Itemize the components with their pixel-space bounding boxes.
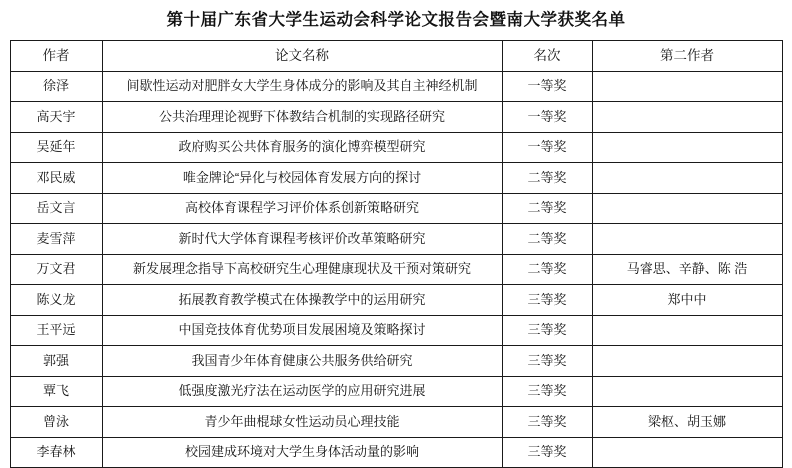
cell-paper-title: 高校体育课程学习评价体系创新策略研究 xyxy=(102,193,502,224)
cell-author: 覃飞 xyxy=(10,376,102,407)
column-header-paper: 论文名称 xyxy=(102,40,502,71)
cell-second-author xyxy=(592,193,782,224)
table-body xyxy=(10,71,782,468)
table-header-row xyxy=(10,40,782,71)
cell-rank: 二等奖 xyxy=(502,163,592,194)
cell-paper-title: 校园建成环境对大学生身体活动量的影响 xyxy=(102,437,502,468)
cell-rank: 一等奖 xyxy=(502,102,592,133)
cell-paper-title: 公共治理理论视野下体教结合机制的实现路径研究 xyxy=(102,102,502,133)
cell-author: 岳文言 xyxy=(10,193,102,224)
cell-second-author xyxy=(592,376,782,407)
cell-second-author: 郑中中 xyxy=(592,285,782,316)
cell-paper-title: 低强度激光疗法在运动医学的应用研究进展 xyxy=(102,376,502,407)
cell-second-author xyxy=(592,102,782,133)
cell-author: 徐泽 xyxy=(10,71,102,102)
cell-author: 李春林 xyxy=(10,437,102,468)
cell-author: 陈义龙 xyxy=(10,285,102,316)
cell-second-author xyxy=(592,163,782,194)
cell-paper-title: 新发展理念指导下高校研究生心理健康现状及干预对策研究 xyxy=(102,254,502,285)
cell-rank: 三等奖 xyxy=(502,285,592,316)
cell-author: 高天宇 xyxy=(10,102,102,133)
cell-second-author xyxy=(592,71,782,102)
table-row xyxy=(10,71,782,102)
cell-rank: 二等奖 xyxy=(502,254,592,285)
table-row xyxy=(10,407,782,438)
cell-second-author: 梁枢、胡玉娜 xyxy=(592,407,782,438)
cell-second-author: 马睿思、辛静、陈 浩 xyxy=(592,254,782,285)
table-row xyxy=(10,224,782,255)
cell-rank: 三等奖 xyxy=(502,407,592,438)
table-row xyxy=(10,437,782,468)
table-row xyxy=(10,132,782,163)
table-row xyxy=(10,163,782,194)
cell-paper-title: 政府购买公共体育服务的演化博弈模型研究 xyxy=(102,132,502,163)
cell-paper-title: 中国竞技体育优势项目发展困境及策略探讨 xyxy=(102,315,502,346)
table-row xyxy=(10,102,782,133)
cell-rank: 三等奖 xyxy=(502,376,592,407)
cell-rank: 二等奖 xyxy=(502,193,592,224)
cell-paper-title: 我国青少年体育健康公共服务供给研究 xyxy=(102,346,502,377)
cell-second-author xyxy=(592,346,782,377)
award-list-table xyxy=(10,40,783,468)
table-row xyxy=(10,285,782,316)
cell-author: 曾泳 xyxy=(10,407,102,438)
cell-second-author xyxy=(592,224,782,255)
table-row xyxy=(10,193,782,224)
cell-author: 麦雪萍 xyxy=(10,224,102,255)
cell-paper-title: 唯金牌论“异化与校园体育发展方向的探讨 xyxy=(102,163,502,194)
column-header-rank: 名次 xyxy=(502,40,592,71)
cell-rank: 二等奖 xyxy=(502,224,592,255)
column-header-second-author: 第二作者 xyxy=(592,40,782,71)
table-row xyxy=(10,346,782,377)
table-row xyxy=(10,254,782,285)
cell-rank: 三等奖 xyxy=(502,437,592,468)
cell-author: 万文君 xyxy=(10,254,102,285)
cell-paper-title: 青少年曲棍球女性运动员心理技能 xyxy=(102,407,502,438)
cell-author: 吴延年 xyxy=(10,132,102,163)
column-header-author: 作者 xyxy=(10,40,102,71)
page-title: 第十届广东省大学生运动会科学论文报告会暨南大学获奖名单 xyxy=(166,11,626,29)
cell-rank: 三等奖 xyxy=(502,346,592,377)
cell-rank: 三等奖 xyxy=(502,315,592,346)
cell-rank: 一等奖 xyxy=(502,71,592,102)
table-row xyxy=(10,315,782,346)
cell-rank: 一等奖 xyxy=(502,132,592,163)
cell-author: 郭强 xyxy=(10,346,102,377)
cell-second-author xyxy=(592,132,782,163)
cell-paper-title: 拓展教育教学模式在体操教学中的运用研究 xyxy=(102,285,502,316)
cell-second-author xyxy=(592,315,782,346)
cell-paper-title: 新时代大学体育课程考核评价改革策略研究 xyxy=(102,224,502,255)
table-row xyxy=(10,376,782,407)
cell-author: 邓民威 xyxy=(10,163,102,194)
cell-paper-title: 间歇性运动对肥胖女大学生身体成分的影响及其自主神经机制 xyxy=(102,71,502,102)
cell-second-author xyxy=(592,437,782,468)
cell-author: 王平远 xyxy=(10,315,102,346)
